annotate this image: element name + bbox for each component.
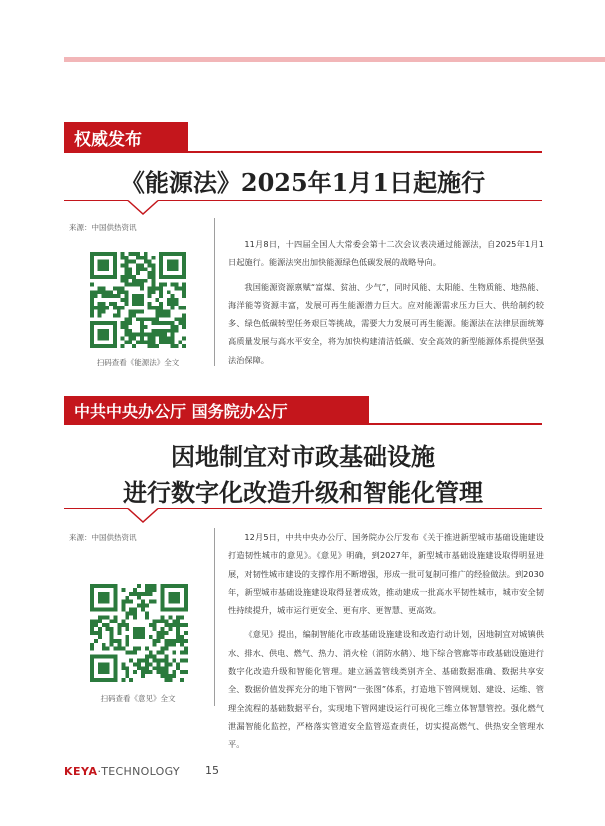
section2-rule-notch [128,508,158,524]
footer-brand [64,765,180,778]
section2-title-line2: 进行数字化改造升级和智能化管理 [123,478,483,507]
footer-brand-keya: KEYA [64,765,98,778]
top-decorative-bar [64,57,605,62]
section2-paragraph: 《意见》提出，编制智能化市政基础设施建设和改造行动计划，因地制宜对城镇供水、排水、供电、燃气、热力、消火栓（消防水鹤）、地下综合管廊等市政基础设施进行数字化改造升级和智能化管理。建立涵盖管线类别齐全、基础数据准确、数据共享安全、数据价值发挥充分的地下管网“一张图”体系，打造地下管网规划、建设、运维、管理全流程的基础数据平台，实现地下管网建设运行可视化三维立体智慧管控。强化燃气泄漏智能化监控，严格落实管道安全监管巡查责任，切实提高燃气、供热安全管理水平。 [228,629,544,750]
section2-rule-left [64,508,128,509]
section1-qr-code[interactable] [90,252,186,348]
section1-rule-right [158,200,542,201]
section2-divider [214,528,215,706]
section2-title-line1: 因地制宜对市政基础设施 [171,442,435,471]
section1-qr-caption: 扫码查看《能源法》全文 [96,358,180,367]
section2-paragraph: 12月5日，中共中央办公厅、国务院办公厅发布《关于推进新型城市基础设施建设打造韧性城市的意见》。《意见》明确，到2027年，新型城市基础设施建设取得明显进展，对韧性城市建设的支撑作用不断增强，形成一批可复制可推广的经验做法。到2030年，新型城市基础设施建设取得显著成效，推动建成一批高水平韧性城市，城市安全韧性持续提升，城市运行更安全、更有序、更智慧、更高效。 [228,532,544,616]
section1-source: 来源：中国供热资讯 [69,223,137,232]
section1-rule-notch [128,200,158,216]
section2-body [228,528,544,760]
section2-qr-code[interactable] [90,584,188,682]
section1-banner: 权威发布 [64,122,188,153]
section1-divider [214,218,215,366]
page-number: 15 [205,764,219,777]
section2-qr-caption: 扫码查看《意见》全文 [100,694,176,703]
footer-brand-technology: ·TECHNOLOGY [97,765,180,778]
section1-paragraph: 11月8日，十四届全国人大常委会第十二次会议表决通过能源法，自2025年1月1日起施行。能源法突出加快能源绿色低碳发展的战略导向。 [228,239,544,268]
section1-rule-left [64,200,128,201]
section2-source: 来源：中国供热资讯 [69,533,137,542]
section1-body [228,235,544,375]
section2-rule-right [158,508,542,509]
section1-title: 《能源法》2025年1月1日起施行 [120,168,486,197]
section1-paragraph: 我国能源资源禀赋“富煤、贫油、少气”，同时风能、太阳能、生物质能、地热能、海洋能等资源丰富，发展可再生能源潜力巨大。应对能源需求压力巨大、供给制约较多、绿色低碳转型任务艰巨等挑战，需要大力发展可再生能源。能源法在法律层面统筹高质量发展与高水平安全，将为加快构建清洁低碳、安全高效的新型能源体系提供坚强法治保障。 [228,281,544,365]
section2-banner: 中共中央办公厅 国务院办公厅 [64,396,369,425]
